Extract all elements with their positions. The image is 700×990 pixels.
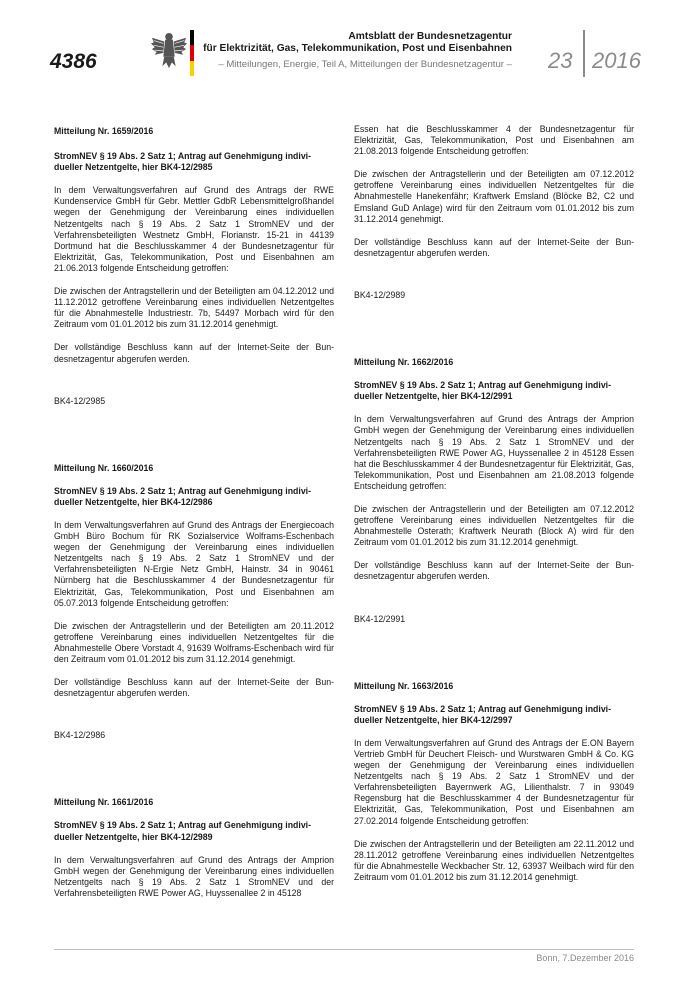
notice-title: Mitteilung Nr. 1662/2016	[354, 357, 454, 368]
notice-paragraph: Die zwischen der Antragstellerin und der Beteiligten am 04.12.2012 und 11.12.2012 getroffene Vereinbarung eines individuellen Netzentgeltes für die Abnahmestelle Industriestr. 7b, 54497 Morbach wird für den Zeitraum vom 01.01.2012 bis zum 31.12.2014 genehmigt.	[54, 286, 334, 330]
notice-subtitle: StromNEV § 19 Abs. 2 Satz 1; Antrag auf Genehmigung individueller Netzentgelte, hier BK4-12/2989	[54, 820, 312, 842]
notice-paragraph: Der vollständige Beschluss kann auf der Internet-Seite der Bundesnetzagentur abgerufen werden.	[54, 342, 334, 364]
footer-divider	[54, 949, 634, 950]
notice-reference: BK4-12/2985	[54, 395, 106, 406]
journal-title: Amtsblatt der Bundesnetzagentur	[348, 31, 512, 42]
notice-title: Mitteilung Nr. 1663/2016	[354, 680, 454, 691]
issue-number: 23	[548, 48, 573, 73]
notice-paragraph: In dem Verwaltungsverfahren auf Grund des Antrags der E.ON Bayern Vertrieb GmbH für Deuchert Fleisch- und Wurstwaren GmbH & Co. KG wegen der Genehmigung der Vereinbarung eines individuellen Netzentgelts nach § 19 Abs. 2 Satz 1 StromNEV und der Verfahrensbeteiligten Bayernwerk AG, Lilienthalstr. 7 in 93049 Regensburg hat die Beschlusskammer 4 der Bundesnetzagentur für Elektrizität, Gas, Telekommunikation, Post und Eisenbahnen am 27.02.2014 folgende Entscheidung getroffen:	[354, 737, 634, 826]
notice-title: Mitteilung Nr. 1660/2016	[54, 462, 154, 473]
issue-year: 2016	[592, 48, 641, 73]
german-flag-bar	[190, 30, 194, 76]
notice-subtitle: StromNEV § 19 Abs. 2 Satz 1; Antrag auf Genehmigung individueller Netzentgelte, hier BK4-12/2997	[354, 703, 612, 725]
notice-title: Mitteilung Nr. 1661/2016	[54, 797, 154, 808]
right-column	[354, 124, 634, 883]
notice-reference: BK4-12/2986	[54, 730, 106, 741]
notice-paragraph: Die zwischen der Antragstellerin und der Beteiligten am 07.12.2012 getroffene Vereinbarung eines individuellen Netzentgeltes für die Abnahmestelle Osterath; Kraftwerk Neurath (Block A) wird für den Zeitraum vom 01.01.2012 bis zum 31.12.2014 genehmigt.	[354, 503, 634, 548]
journal-subtitle: für Elektrizität, Gas, Telekommunikation, Post und Eisenbahnen	[203, 43, 512, 54]
notice-paragraph: Der vollständige Beschluss kann auf der Internet-Seite der Bundesnetzagentur abgerufen werden.	[354, 236, 634, 258]
left-column	[54, 126, 334, 899]
footer-date: Bonn, 7.Dezember 2016	[536, 953, 634, 963]
notice-paragraph: Der vollständige Beschluss kann auf der Internet-Seite der Bundesnetzagentur abgerufen werden.	[354, 560, 634, 582]
notice-paragraph: Die zwischen der Antragstellerin und der Beteiligten am 07.12.2012 getroffene Vereinbarung eines individuellen Netzentgeltes für die Abnahmestelle Hanekenfähr; Kraftwerk Emsland (Blöcke B2, C2 und Emsland GuD Anlage) wird für den Zeitraum vom 01.01.2012 bis zum 31.12.2014 genehmigt.	[354, 169, 634, 224]
notice-reference: BK4-12/2989	[354, 289, 406, 300]
notice-paragraph: In dem Verwaltungsverfahren auf Grund des Antrags der Amprion GmbH wegen der Genehmigung der Vereinbarung eines individuellen Netzentgelts nach § 19 Abs. 2 Satz 1 StromNEV und der Verfahrensbeteiligten RWE Power AG, Huyssenallee 2 in 45128	[54, 854, 334, 898]
notice-paragraph: In dem Verwaltungsverfahren auf Grund des Antrags der RWE Kundenservice GmbH für Gebr. Mettler GdbR Lebensmittelgroßhandel wegen der Genehmigung der Vereinbarung eines individuellen Netzentgelts nach § 19 Abs. 2 Satz 1 StromNEV und der Verfahrensbeteiligten Westnetz GmbH, Florianstr. 15-21 in 44139 Dortmund hat die Beschlusskammer 4 der Bundesnetzagentur für Elektrizität, Gas, Telekommunikation, Post und Eisenbahnen am 21.06.2013 folgende Entscheidung getroffen:	[54, 185, 334, 273]
notice-subtitle: StromNEV § 19 Abs. 2 Satz 1; Antrag auf Genehmigung individueller Netzentgelte, hier BK4-12/2986	[54, 485, 312, 507]
notice-paragraph: Der vollständige Beschluss kann auf der Internet-Seite der Bundesnetzagentur abgerufen werden.	[54, 677, 334, 699]
notice-paragraph: In dem Verwaltungsverfahren auf Grund des Antrags der Amprion GmbH wegen der Genehmigung der Vereinbarung eines individuellen Netzentgelts nach § 19 Abs. 2 Satz 1 StromNEV und der Verfahrensbeteiligten RWE Power AG, Huyssenallee 2 in 45128 Essen hat die Beschlusskammer 4 der Bundesnetzagentur für Elektrizität, Gas, Telekommunikation, Post und Eisenbahnen am 21.08.2013 folgende Entscheidung getroffen:	[354, 414, 634, 491]
federal-eagle-icon	[150, 30, 188, 72]
notice-subtitle: StromNEV § 19 Abs. 2 Satz 1; Antrag auf Genehmigung individueller Netzentgelte, hier BK4-12/2985	[54, 151, 312, 173]
notice-title: Mitteilung Nr. 1659/2016	[54, 126, 154, 136]
notice-paragraph: Die zwischen der Antragstellerin und der Beteiligten am 20.11.2012 getroffene Vereinbarung eines individuellen Netzentgeltes für die Abnahmestelle Obere Vorstadt 4, 91639 Wolframs-Eschenbach wird für den Zeitraum vom 01.01.2012 bis zum 31.12.2014 genehmigt.	[54, 620, 334, 664]
notice-subtitle: StromNEV § 19 Abs. 2 Satz 1; Antrag auf Genehmigung individueller Netzentgelte, hier BK4-12/2991	[354, 380, 612, 402]
notice-paragraph: Die zwischen der Antragstellerin und der Beteiligten am 22.11.2012 und 28.11.2012 getroffene Vereinbarung eines individuellen Netzentgeltes für die Abnahmestelle Weckbacher Str. 12, 63937 Weilbach wird für den Zeitraum vom 01.01.2012 bis zum 31.12.2014 genehmigt.	[354, 838, 634, 882]
notice-reference: BK4-12/2991	[354, 613, 406, 624]
issue-divider	[583, 30, 585, 77]
page-number: 4386	[50, 50, 97, 73]
notice-paragraph: Essen hat die Beschlusskammer 4 der Bundesnetzagentur für Elektrizität, Gas, Telekommunikation, Post und Eisenbahnen am 21.08.2013 folgende Entscheidung getroffen:	[354, 124, 634, 157]
section-subtitle: – Mitteilungen, Energie, Teil A, Mitteilungen der Bundesnetzagentur –	[218, 59, 512, 70]
notice-paragraph: In dem Verwaltungsverfahren auf Grund des Antrags der Energiecoach GmbH Büro Bochum für RK Sozialservice Wolframs-Eschenbach wegen der Genehmigung der Vereinbarung eines individuellen Netzentgelts nach § 19 Abs. 2 Satz 1 StromNEV und der Verfahrensbeteiligten N-Ergie Netz GmbH, Hainstr. 34 in 90461 Nürnberg hat die Beschlusskammer 4 der Bundesnetzagentur für Elektrizität, Gas, Telekommunikation, Post und Eisenbahnen am 05.07.2013 folgende Entscheidung getroffen:	[54, 519, 334, 608]
